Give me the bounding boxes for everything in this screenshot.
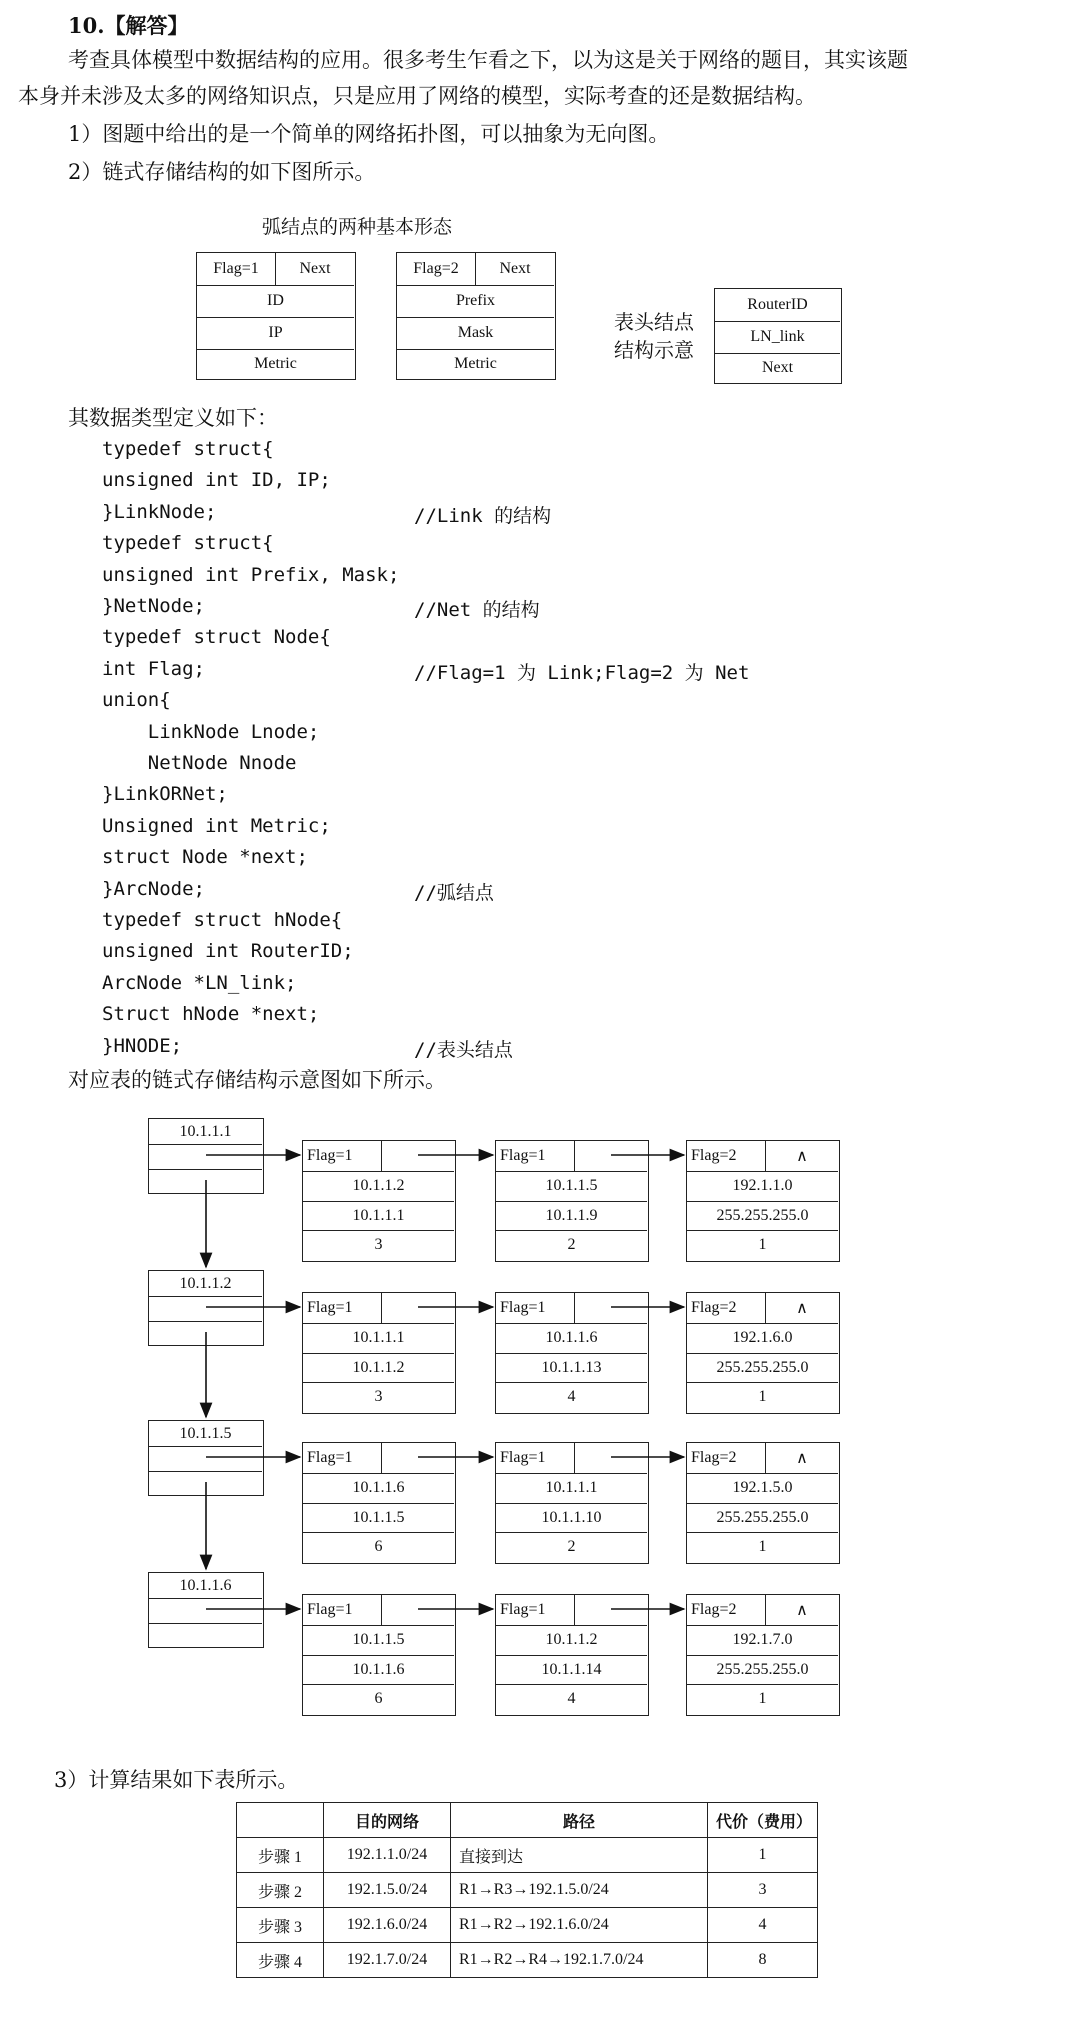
- table-cell: 192.1.7.0/24: [324, 1943, 451, 1978]
- code-comment: //弧结点: [414, 881, 494, 904]
- arc-field: 1: [687, 1230, 838, 1260]
- table-row: [237, 1943, 818, 1978]
- code-line: union{: [102, 689, 171, 712]
- table-cell: R1→R2→R4→192.1.7.0/24: [451, 1943, 708, 1978]
- flag-field: Flag=2: [691, 1147, 737, 1164]
- column-header: 目的网络: [324, 1803, 451, 1838]
- table-cell: 直接到达: [451, 1838, 708, 1873]
- table-cell: R1→R3→192.1.5.0/24: [451, 1873, 708, 1908]
- intro-line-1: 考查具体模型中数据结构的应用。很多考生乍看之下，以为这是关于网络的题目，其实该题: [68, 48, 908, 72]
- router-id: 10.1.1.2: [179, 1275, 232, 1292]
- flag-field: Flag=1: [307, 1299, 353, 1316]
- table-cell: 步骤 1: [237, 1838, 324, 1873]
- null-pointer-symbol: ∧: [796, 1146, 808, 1165]
- code-line: struct Node *next;: [102, 846, 308, 869]
- flag-field: Flag=1: [500, 1601, 546, 1618]
- table-cell: 步骤 3: [237, 1908, 324, 1943]
- point-1: 1）图题中给出的是一个简单的网络拓扑图，可以抽象为无向图。: [68, 122, 670, 146]
- arc-field: 10.1.1.10: [496, 1503, 647, 1533]
- arc-field: 10.1.1.5: [303, 1503, 454, 1533]
- arc-field: 192.1.6.0: [687, 1323, 838, 1353]
- flag-field: Flag=2: [691, 1449, 737, 1466]
- metric-field: Metric: [397, 349, 554, 379]
- code-comment: //Net 的结构: [414, 599, 540, 621]
- diagram-intro: 对应表的链式存储结构示意图如下所示。: [68, 1068, 446, 1092]
- flag-field: Flag=1: [307, 1449, 353, 1466]
- arc-field: 10.1.1.6: [496, 1323, 647, 1353]
- column-header: 路径: [451, 1803, 708, 1838]
- arc-field: 192.1.5.0: [687, 1473, 838, 1503]
- table-header-row: [237, 1803, 818, 1838]
- code-line: typedef struct hNode{: [102, 909, 343, 931]
- metric-field: Metric: [197, 349, 354, 379]
- arc-field: 1: [687, 1382, 838, 1412]
- next-field: Next: [499, 260, 531, 277]
- column-header: [237, 1803, 324, 1838]
- router-id: 10.1.1.5: [179, 1425, 232, 1442]
- table-cell: 步骤 4: [237, 1943, 324, 1978]
- question-number: 10.: [68, 13, 105, 38]
- arc-field: 10.1.1.5: [496, 1171, 647, 1201]
- arc-field: 10.1.1.9: [496, 1201, 647, 1231]
- code-line: }HNODE;: [102, 1034, 183, 1057]
- prefix-field: Prefix: [397, 285, 554, 317]
- table-cell: 192.1.5.0/24: [324, 1873, 451, 1908]
- arc-field: 2: [496, 1230, 647, 1260]
- table-cell: 3: [708, 1873, 818, 1908]
- ln-link-field: LN_link: [715, 321, 840, 353]
- point-3: 3）计算结果如下表所示。: [54, 1768, 299, 1792]
- arc-field: 10.1.1.14: [496, 1655, 647, 1685]
- code-line: Unsigned int Metric;: [102, 814, 331, 837]
- code-line: }LinkORNet;: [102, 783, 228, 806]
- null-pointer-symbol: ∧: [796, 1448, 808, 1467]
- arc-field: 10.1.1.1: [303, 1323, 454, 1353]
- arc-field: 3: [303, 1230, 454, 1260]
- router-id: 10.1.1.6: [179, 1577, 232, 1594]
- code-line: unsigned int Prefix, Mask;: [102, 563, 400, 586]
- arc-field: 1: [687, 1684, 838, 1714]
- null-pointer-symbol: ∧: [796, 1600, 808, 1619]
- arc-field: 10.1.1.2: [303, 1171, 454, 1201]
- arc-field: 192.1.1.0: [687, 1171, 838, 1201]
- table-cell: 8: [708, 1943, 818, 1978]
- intro-line-2: 本身并未涉及太多的网络知识点，只是应用了网络的模型，实际考查的还是数据结构。: [18, 84, 816, 108]
- table-row: [237, 1838, 818, 1873]
- flag-field: Flag=2: [691, 1299, 737, 1316]
- arc-field: 6: [303, 1684, 454, 1714]
- routerid-field: RouterID: [747, 296, 808, 313]
- null-pointer-symbol: ∧: [796, 1298, 808, 1317]
- code-line: ArcNode *LN_link;: [102, 971, 297, 994]
- result-table: [236, 1802, 818, 1978]
- arc-field: 10.1.1.1: [303, 1201, 454, 1231]
- arc-field: 4: [496, 1382, 647, 1412]
- arc-field: 4: [496, 1684, 647, 1714]
- flag-field: Flag=1: [213, 260, 259, 277]
- forms-caption: 弧结点的两种基本形态: [262, 216, 453, 238]
- table-cell: R1→R2→192.1.6.0/24: [451, 1908, 708, 1943]
- arc-field: 1: [687, 1532, 838, 1562]
- table-row: [237, 1908, 818, 1943]
- arc-field: 255.255.255.0: [687, 1655, 838, 1685]
- flag-field: Flag=1: [500, 1147, 546, 1164]
- arc-field: 10.1.1.13: [496, 1353, 647, 1383]
- flag-field: Flag=2: [691, 1601, 737, 1618]
- typedef-intro: 其数据类型定义如下：: [68, 406, 278, 430]
- arc-field: 10.1.1.6: [303, 1473, 454, 1503]
- code-line: Struct hNode *next;: [102, 1003, 320, 1026]
- arc-field: 2: [496, 1532, 647, 1562]
- point-2: 2）链式存储结构的如下图所示。: [68, 160, 376, 184]
- code-line: typedef struct Node{: [102, 626, 331, 649]
- code-line: unsigned int RouterID;: [102, 940, 354, 963]
- next-field: Next: [299, 260, 331, 277]
- arc-field: 255.255.255.0: [687, 1201, 838, 1231]
- table-cell: 192.1.6.0/24: [324, 1908, 451, 1943]
- code-line: int Flag;: [102, 657, 205, 680]
- mask-field: Mask: [397, 317, 554, 349]
- arc-field: 10.1.1.2: [303, 1353, 454, 1383]
- code-line: typedef struct{: [102, 438, 274, 460]
- code-comment: //Flag=1 为 Link;Flag=2 为 Net: [414, 661, 750, 684]
- arc-field: 10.1.1.1: [496, 1473, 647, 1503]
- arc-field: 192.1.7.0: [687, 1625, 838, 1655]
- head-label-1: 表头结点: [614, 310, 694, 334]
- flag-field: Flag=1: [307, 1147, 353, 1164]
- router-id: 10.1.1.1: [179, 1123, 232, 1140]
- table-cell: 1: [708, 1838, 818, 1873]
- table-cell: 步骤 2: [237, 1873, 324, 1908]
- code-line: NetNode Nnode: [102, 752, 297, 774]
- table-cell: 192.1.1.0/24: [324, 1838, 451, 1873]
- answer-title: 【解答】: [104, 13, 189, 38]
- flag-field: Flag=1: [500, 1299, 546, 1316]
- table-row: [237, 1873, 818, 1908]
- table-cell: 4: [708, 1908, 818, 1943]
- code-line: typedef struct{: [102, 532, 274, 555]
- flag-field: Flag=1: [307, 1601, 353, 1618]
- arc-field: 3: [303, 1382, 454, 1412]
- arc-field: 255.255.255.0: [687, 1353, 838, 1383]
- flag-field: Flag=1: [500, 1449, 546, 1466]
- arc-field: 10.1.1.6: [303, 1655, 454, 1685]
- code-line: }LinkNode;: [102, 500, 217, 523]
- id-field: ID: [197, 285, 354, 317]
- code-line: }NetNode;: [102, 595, 205, 617]
- next-field: Next: [715, 353, 840, 383]
- code-comment: //Link 的结构: [414, 504, 552, 527]
- arc-field: 10.1.1.2: [496, 1625, 647, 1655]
- code-line: LinkNode Lnode;: [102, 720, 320, 743]
- code-comment: //表头结点: [414, 1038, 513, 1061]
- arc-field: 255.255.255.0: [687, 1503, 838, 1533]
- flag-field: Flag=2: [413, 260, 459, 277]
- code-line: unsigned int ID, IP;: [102, 469, 331, 492]
- arc-field: 10.1.1.5: [303, 1625, 454, 1655]
- arc-field: 6: [303, 1532, 454, 1562]
- code-line: }ArcNode;: [102, 877, 205, 900]
- head-label-2: 结构示意: [614, 338, 694, 362]
- column-header: 代价（费用）: [708, 1803, 818, 1838]
- ip-field: IP: [197, 317, 354, 349]
